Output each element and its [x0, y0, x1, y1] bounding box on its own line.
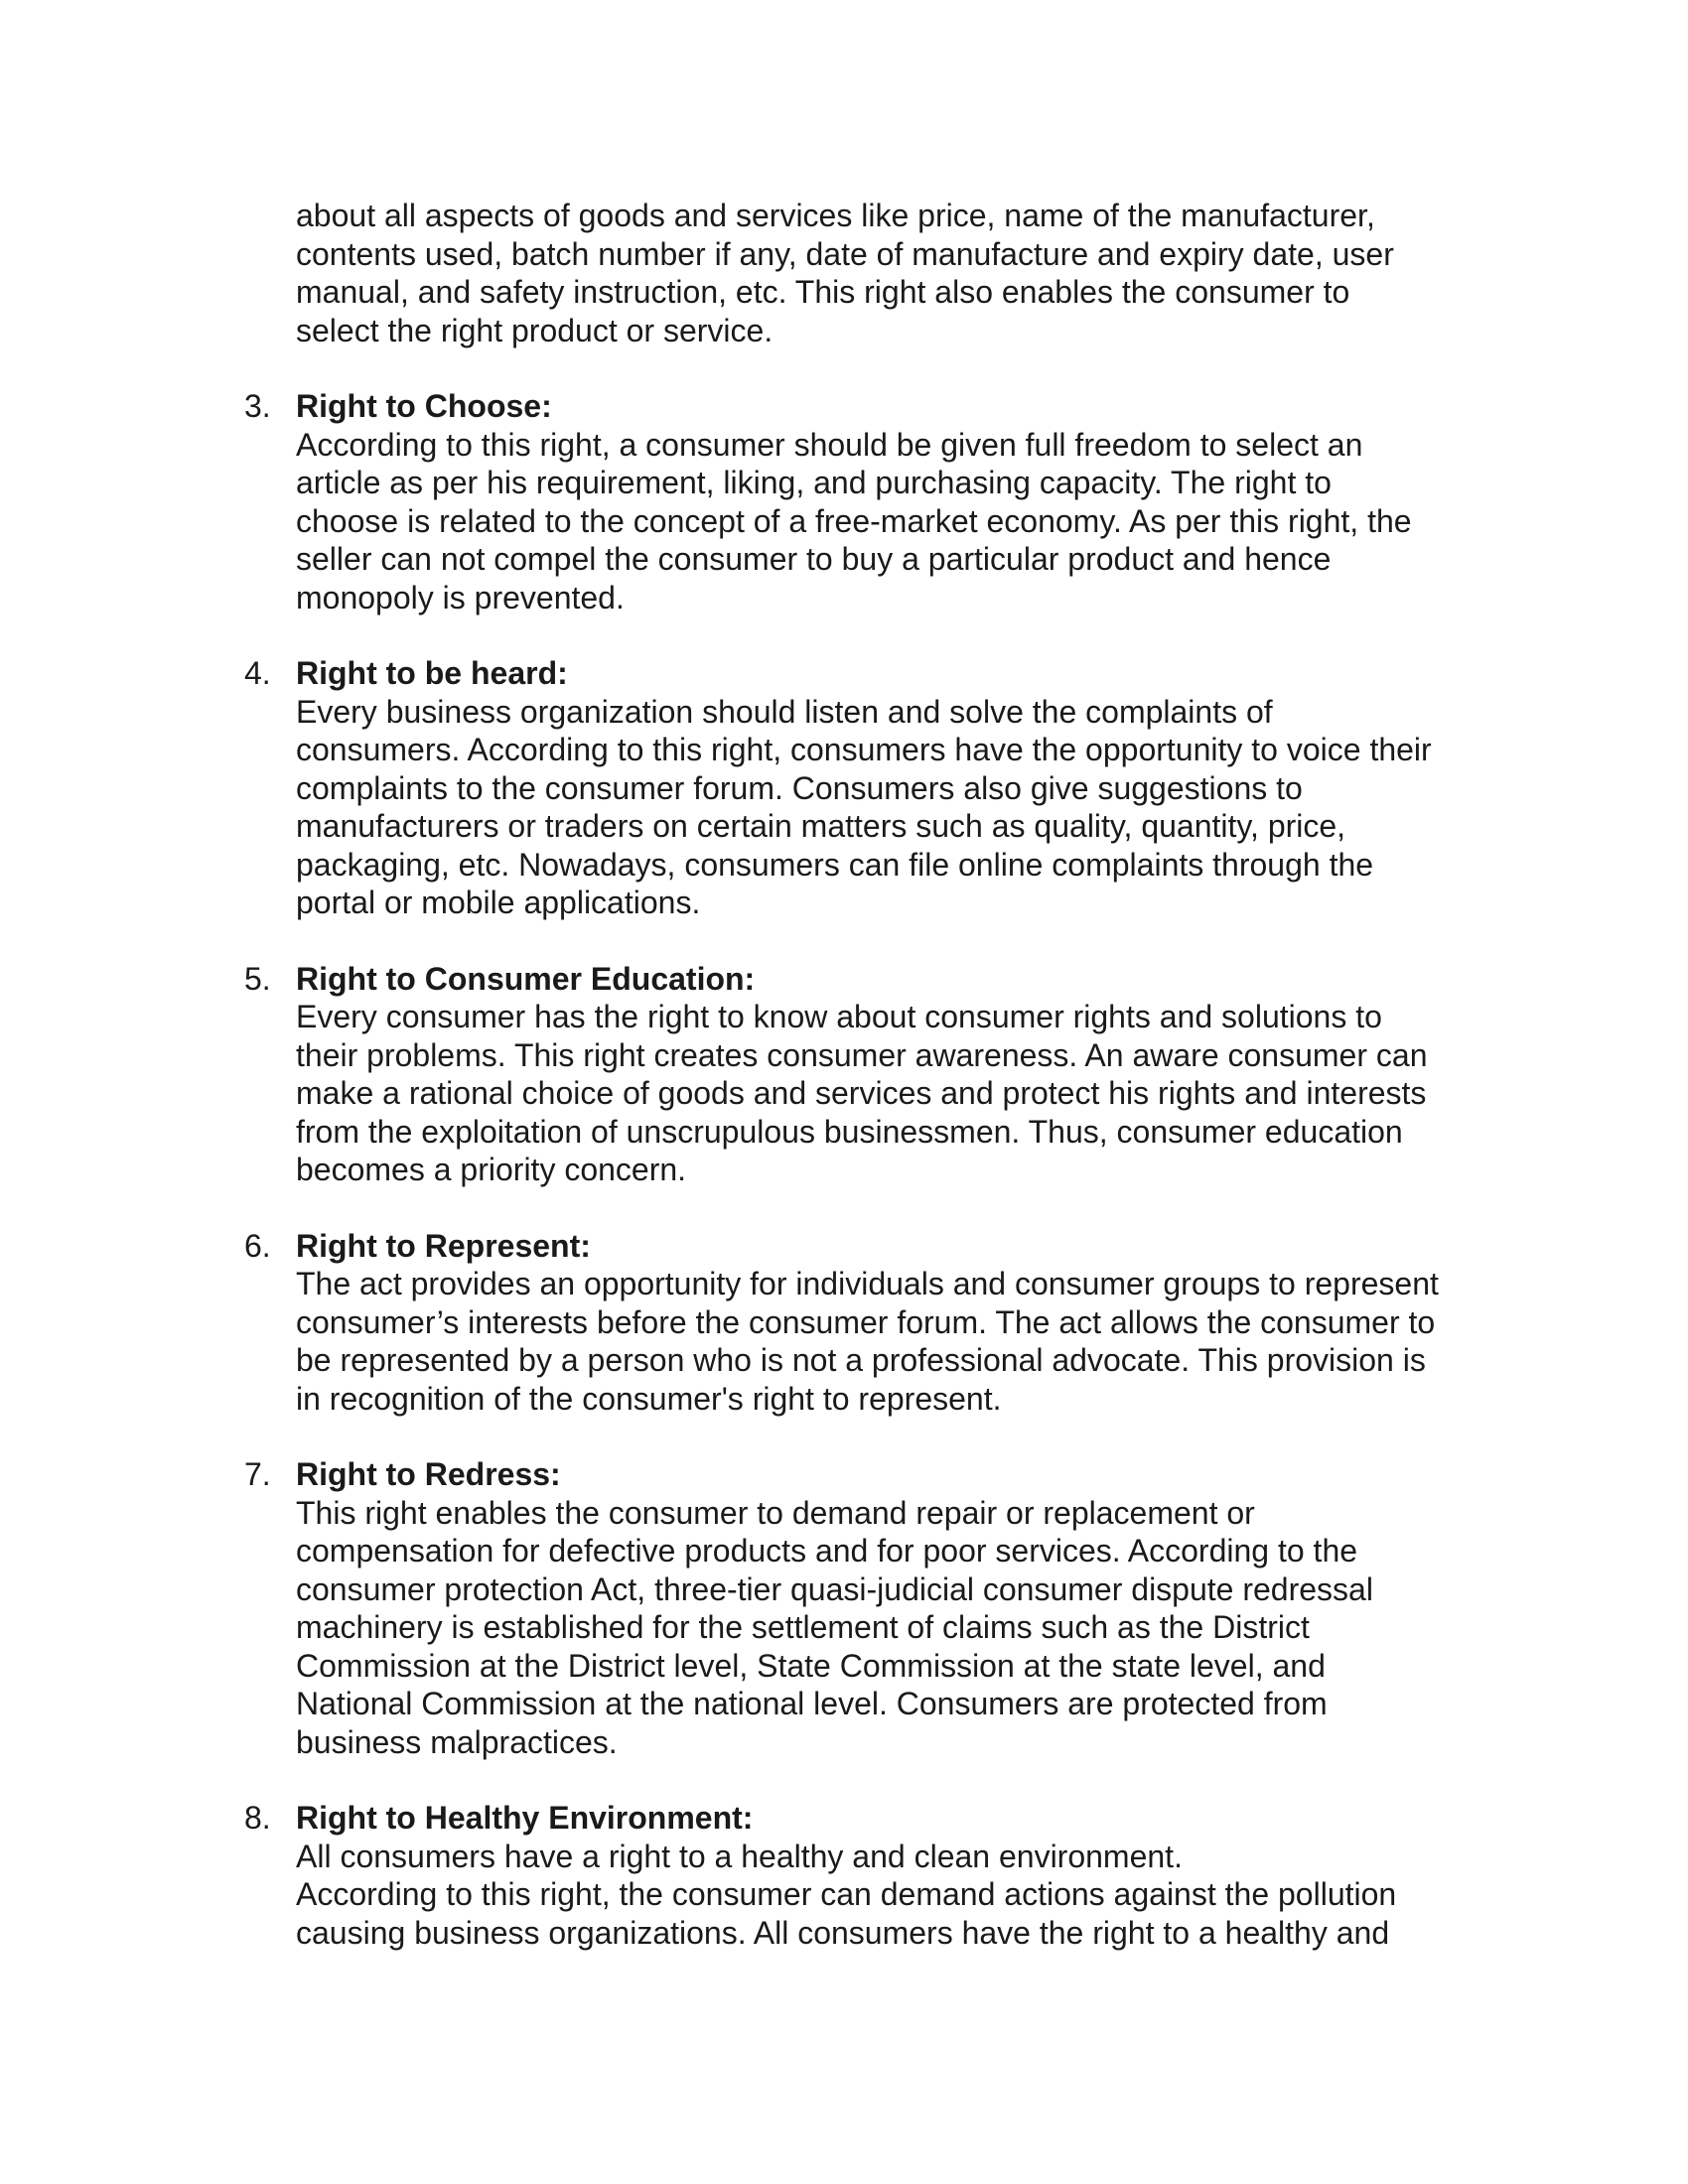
list-item-heading: Right to Represent:	[296, 1227, 591, 1264]
list-item-number: 7.	[244, 1456, 271, 1492]
list-item-body	[296, 1494, 1507, 1762]
intro-paragraph-block	[296, 197, 1507, 349]
list-item-text: This right enables the consumer to demand repair or replacement or compensation for defective products and for poor services. According to the consumer protection Act, three-tier quasi-judicial consumer dispute redressal machinery is established for the settlement of claims such as the District Commission at the District level, State Commission at the state level, and National Commission at the national level. Consumers are protected from business malpractices.	[296, 1494, 1373, 1760]
list-item-text: Every business organization should listen and solve the complaints of consumers. According to this right, consumers have the opportunity to voice their complaints to the consumer forum. Consumers also give suggestions to manufacturers or traders on certain matters such as quality, quantity, price, packaging, etc. Nowadays, consumers can file online complaints through the portal or mobile applications.	[296, 693, 1432, 920]
list-item-right-to-healthy-environment	[244, 1799, 1507, 1952]
list-item-text: According to this right, a consumer should be given full freedom to select an article as per his requirement, liking, and purchasing capacity. The right to choose is related to the concept of a free-market economy. As per this right, the seller can not compel the consumer to buy a particular product and hence monopoly is prevented.	[296, 426, 1412, 615]
list-item-number: 8.	[244, 1800, 271, 1836]
list-item-heading: Right to be heard:	[296, 655, 568, 691]
list-item-right-to-choose	[244, 387, 1507, 616]
list-item-heading: Right to Healthy Environment:	[296, 1800, 754, 1836]
list-item-heading: Right to Redress:	[296, 1456, 561, 1492]
list-item-number: 4.	[244, 655, 271, 691]
document-content	[244, 197, 1507, 1952]
list-item-body	[296, 1265, 1507, 1418]
intro-paragraph: about all aspects of goods and services like price, name of the manufacturer, contents used, batch number if any, date of manufacture and expiry date, user manual, and safety instruction, etc. This right also enables the consumer to select the right product or service.	[296, 198, 1394, 348]
list-item-body	[296, 998, 1507, 1189]
list-item-text: The act provides an opportunity for individuals and consumer groups to represent consumer’s interests before the consumer forum. The act allows the consumer to be represented by a person who is not a professional advocate. This provision is in recognition of the consumer's right to represent.	[296, 1266, 1439, 1417]
list-item-right-to-consumer-education	[244, 960, 1507, 1189]
list-item-text: All consumers have a right to a healthy and clean environment. According to this right, the consumer can demand actions against the pollution causing business organizations. All consumers have the right to a healthy and	[296, 1838, 1397, 1951]
list-item-right-to-be-heard	[244, 654, 1507, 922]
rights-list	[244, 387, 1507, 1952]
list-item-heading: Right to Choose:	[296, 388, 552, 424]
list-item-number: 5.	[244, 960, 271, 997]
list-item-body	[296, 426, 1507, 617]
list-item-text: Every consumer has the right to know about consumer rights and solutions to their problems. This right creates consumer awareness. An aware consumer can make a rational choice of goods and services and protect his rights and interests from the exploitation of unscrupulous businessmen. Thus, consumer education becomes a priority concern.	[296, 999, 1428, 1187]
list-item-body	[296, 693, 1507, 922]
list-item-number: 3.	[244, 388, 271, 424]
list-item-body	[296, 1838, 1507, 1953]
list-item-right-to-represent	[244, 1227, 1507, 1419]
list-item-number: 6.	[244, 1227, 271, 1264]
list-item-heading: Right to Consumer Education:	[296, 960, 756, 997]
list-item-right-to-redress	[244, 1455, 1507, 1761]
